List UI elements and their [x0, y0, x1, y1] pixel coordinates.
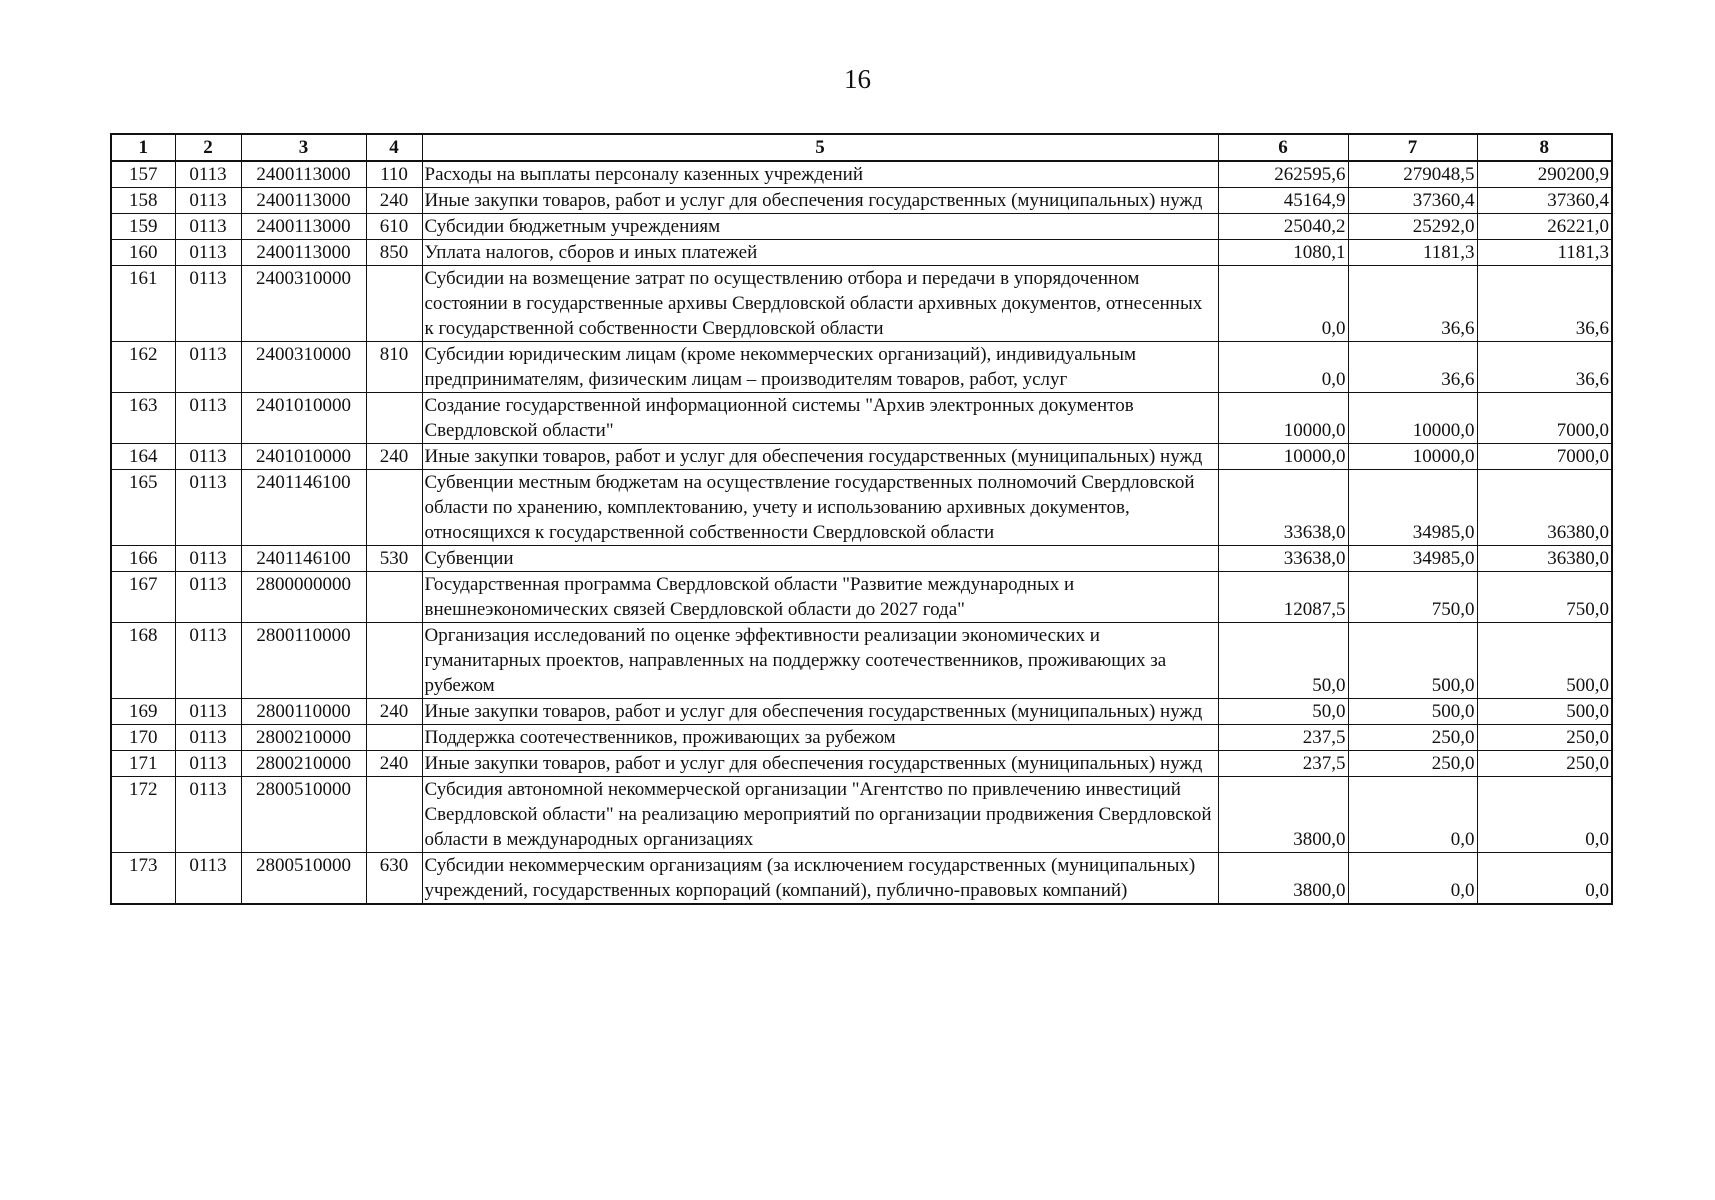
target-article-code: 2800000000	[241, 572, 366, 623]
row-number: 169	[111, 699, 175, 725]
target-article-code: 2800510000	[241, 853, 366, 905]
row-number: 161	[111, 266, 175, 342]
expense-type-code: 630	[366, 853, 422, 905]
section-code: 0113	[175, 214, 241, 240]
header-row	[111, 134, 1612, 161]
amount-col-7: 10000,0	[1348, 393, 1477, 444]
target-article-code: 2400113000	[241, 214, 366, 240]
target-article-code: 2401010000	[241, 393, 366, 444]
section-code: 0113	[175, 393, 241, 444]
row-number: 162	[111, 342, 175, 393]
column-header-6: 6	[1218, 134, 1348, 161]
row-number: 157	[111, 161, 175, 188]
expense-name: Субсидия автономной некоммерческой организации "Агентство по привлечению инвестиций Свердловской области" на реализацию мероприятий по организации продвижения Свердловской области в международных организациях	[422, 777, 1218, 853]
target-article-code: 2800110000	[241, 623, 366, 699]
expense-type-code	[366, 623, 422, 699]
expense-name: Субвенции местным бюджетам на осуществление государственных полномочий Свердловской области по хранению, комплектованию, учету и использованию архивных документов, относящихся к государственной собственности Свердловской области	[422, 470, 1218, 546]
target-article-code: 2800210000	[241, 751, 366, 777]
section-code: 0113	[175, 751, 241, 777]
amount-col-7: 1181,3	[1348, 240, 1477, 266]
section-code: 0113	[175, 188, 241, 214]
expense-name: Поддержка соотечественников, проживающих за рубежом	[422, 725, 1218, 751]
expense-type-code	[366, 266, 422, 342]
amount-col-6: 10000,0	[1218, 393, 1348, 444]
expense-name: Создание государственной информационной системы "Архив электронных документов Свердловской области"	[422, 393, 1218, 444]
target-article-code: 2401146100	[241, 546, 366, 572]
expense-name: Субвенции	[422, 546, 1218, 572]
expense-type-code	[366, 393, 422, 444]
amount-col-6: 262595,6	[1218, 161, 1348, 188]
expense-type-code: 110	[366, 161, 422, 188]
amount-col-6: 1080,1	[1218, 240, 1348, 266]
table-row	[111, 393, 1612, 444]
row-number: 158	[111, 188, 175, 214]
target-article-code: 2800110000	[241, 699, 366, 725]
expense-name: Субсидии юридическим лицам (кроме некоммерческих организаций), индивидуальным предпринимателям, физическим лицам – производителям товаров, работ, услуг	[422, 342, 1218, 393]
amount-col-7: 34985,0	[1348, 546, 1477, 572]
amount-col-8: 0,0	[1477, 777, 1612, 853]
amount-col-8: 36,6	[1477, 266, 1612, 342]
amount-col-6: 33638,0	[1218, 546, 1348, 572]
section-code: 0113	[175, 444, 241, 470]
expense-name: Расходы на выплаты персоналу казенных учреждений	[422, 161, 1218, 188]
amount-col-7: 34985,0	[1348, 470, 1477, 546]
row-number: 166	[111, 546, 175, 572]
section-code: 0113	[175, 470, 241, 546]
section-code: 0113	[175, 623, 241, 699]
amount-col-6: 33638,0	[1218, 470, 1348, 546]
target-article-code: 2400310000	[241, 266, 366, 342]
amount-col-6: 25040,2	[1218, 214, 1348, 240]
table-row	[111, 342, 1612, 393]
expense-type-code: 240	[366, 444, 422, 470]
expense-name: Организация исследований по оценке эффективности реализации экономических и гуманитарных проектов, направленных на поддержку соотечественников, проживающих за рубежом	[422, 623, 1218, 699]
expense-type-code	[366, 470, 422, 546]
expense-type-code	[366, 725, 422, 751]
expense-type-code: 240	[366, 188, 422, 214]
amount-col-8: 7000,0	[1477, 444, 1612, 470]
table-header	[111, 134, 1612, 161]
table-row	[111, 751, 1612, 777]
row-number: 168	[111, 623, 175, 699]
expense-type-code: 610	[366, 214, 422, 240]
amount-col-6: 237,5	[1218, 725, 1348, 751]
column-header-8: 8	[1477, 134, 1612, 161]
column-header-1: 1	[111, 134, 175, 161]
amount-col-7: 250,0	[1348, 725, 1477, 751]
expense-type-code: 240	[366, 699, 422, 725]
amount-col-6: 237,5	[1218, 751, 1348, 777]
table-row	[111, 725, 1612, 751]
target-article-code: 2400310000	[241, 342, 366, 393]
amount-col-8: 750,0	[1477, 572, 1612, 623]
amount-col-6: 10000,0	[1218, 444, 1348, 470]
expense-name: Субсидии некоммерческим организациям (за исключением государственных (муниципальных) учреждений, государственных корпораций (компаний), публично-правовых компаний)	[422, 853, 1218, 905]
amount-col-8: 36380,0	[1477, 470, 1612, 546]
table-row	[111, 777, 1612, 853]
row-number: 159	[111, 214, 175, 240]
amount-col-8: 500,0	[1477, 699, 1612, 725]
row-number: 167	[111, 572, 175, 623]
amount-col-8: 250,0	[1477, 751, 1612, 777]
table-body	[111, 161, 1612, 904]
section-code: 0113	[175, 853, 241, 905]
amount-col-8: 37360,4	[1477, 188, 1612, 214]
section-code: 0113	[175, 342, 241, 393]
target-article-code: 2400113000	[241, 240, 366, 266]
amount-col-7: 250,0	[1348, 751, 1477, 777]
column-header-4: 4	[366, 134, 422, 161]
amount-col-7: 500,0	[1348, 699, 1477, 725]
section-code: 0113	[175, 240, 241, 266]
amount-col-7: 0,0	[1348, 853, 1477, 905]
table-row	[111, 470, 1612, 546]
amount-col-6: 45164,9	[1218, 188, 1348, 214]
expense-name: Субсидии на возмещение затрат по осуществлению отбора и передачи в упорядоченном состоянии в государственные архивы Свердловской области архивных документов, отнесенных к государственной собственности Свердловской области	[422, 266, 1218, 342]
target-article-code: 2400113000	[241, 188, 366, 214]
row-number: 165	[111, 470, 175, 546]
amount-col-8: 500,0	[1477, 623, 1612, 699]
row-number: 160	[111, 240, 175, 266]
row-number: 164	[111, 444, 175, 470]
column-header-5: 5	[422, 134, 1218, 161]
amount-col-6: 50,0	[1218, 699, 1348, 725]
expense-name: Иные закупки товаров, работ и услуг для обеспечения государственных (муниципальных) нужд	[422, 751, 1218, 777]
expense-name: Иные закупки товаров, работ и услуг для обеспечения государственных (муниципальных) нужд	[422, 699, 1218, 725]
section-code: 0113	[175, 777, 241, 853]
expense-type-code: 530	[366, 546, 422, 572]
target-article-code: 2401146100	[241, 470, 366, 546]
amount-col-7: 750,0	[1348, 572, 1477, 623]
amount-col-7: 25292,0	[1348, 214, 1477, 240]
page-number: 16	[844, 64, 871, 94]
expense-type-code	[366, 572, 422, 623]
amount-col-6: 3800,0	[1218, 777, 1348, 853]
amount-col-7: 36,6	[1348, 266, 1477, 342]
amount-col-7: 500,0	[1348, 623, 1477, 699]
amount-col-6: 50,0	[1218, 623, 1348, 699]
table-row	[111, 623, 1612, 699]
amount-col-7: 279048,5	[1348, 161, 1477, 188]
amount-col-7: 37360,4	[1348, 188, 1477, 214]
budget-table	[110, 133, 1613, 905]
row-number: 170	[111, 725, 175, 751]
expense-type-code: 850	[366, 240, 422, 266]
expense-name: Иные закупки товаров, работ и услуг для обеспечения государственных (муниципальных) нужд	[422, 444, 1218, 470]
amount-col-7: 36,6	[1348, 342, 1477, 393]
row-number: 172	[111, 777, 175, 853]
amount-col-8: 36380,0	[1477, 546, 1612, 572]
amount-col-8: 0,0	[1477, 853, 1612, 905]
table-row	[111, 444, 1612, 470]
amount-col-7: 10000,0	[1348, 444, 1477, 470]
table-row	[111, 546, 1612, 572]
amount-col-6: 3800,0	[1218, 853, 1348, 905]
column-header-2: 2	[175, 134, 241, 161]
target-article-code: 2401010000	[241, 444, 366, 470]
amount-col-8: 26221,0	[1477, 214, 1612, 240]
amount-col-6: 0,0	[1218, 266, 1348, 342]
amount-col-8: 290200,9	[1477, 161, 1612, 188]
expense-name: Иные закупки товаров, работ и услуг для обеспечения государственных (муниципальных) нужд	[422, 188, 1218, 214]
target-article-code: 2400113000	[241, 161, 366, 188]
target-article-code: 2800510000	[241, 777, 366, 853]
row-number: 171	[111, 751, 175, 777]
table-row	[111, 161, 1612, 188]
section-code: 0113	[175, 266, 241, 342]
expense-name: Уплата налогов, сборов и иных платежей	[422, 240, 1218, 266]
expense-type-code: 810	[366, 342, 422, 393]
section-code: 0113	[175, 161, 241, 188]
row-number: 173	[111, 853, 175, 905]
column-header-3: 3	[241, 134, 366, 161]
expense-type-code: 240	[366, 751, 422, 777]
amount-col-8: 1181,3	[1477, 240, 1612, 266]
target-article-code: 2800210000	[241, 725, 366, 751]
amount-col-7: 0,0	[1348, 777, 1477, 853]
amount-col-6: 0,0	[1218, 342, 1348, 393]
section-code: 0113	[175, 572, 241, 623]
table-row	[111, 214, 1612, 240]
table-row	[111, 188, 1612, 214]
expense-name: Субсидии бюджетным учреждениям	[422, 214, 1218, 240]
section-code: 0113	[175, 699, 241, 725]
expense-name: Государственная программа Свердловской области "Развитие международных и внешнеэкономических связей Свердловской области до 2027 года"	[422, 572, 1218, 623]
amount-col-8: 36,6	[1477, 342, 1612, 393]
section-code: 0113	[175, 546, 241, 572]
amount-col-8: 250,0	[1477, 725, 1612, 751]
amount-col-8: 7000,0	[1477, 393, 1612, 444]
column-header-7: 7	[1348, 134, 1477, 161]
table-row	[111, 240, 1612, 266]
table-row	[111, 699, 1612, 725]
amount-col-6: 12087,5	[1218, 572, 1348, 623]
row-number: 163	[111, 393, 175, 444]
expense-type-code	[366, 777, 422, 853]
table-row	[111, 853, 1612, 905]
table-row	[111, 572, 1612, 623]
table-row	[111, 266, 1612, 342]
section-code: 0113	[175, 725, 241, 751]
